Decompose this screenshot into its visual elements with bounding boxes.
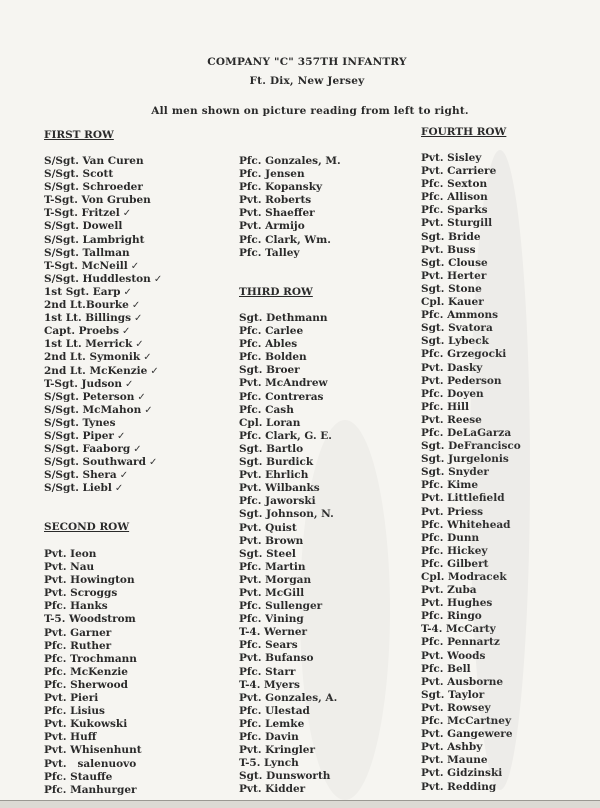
roster-entry xyxy=(44,758,142,771)
roster-name: T-4. Werner xyxy=(239,626,308,639)
roster-entry xyxy=(239,325,337,338)
checkmark-icon: ✓ xyxy=(143,352,152,364)
checkmark-icon: ✓ xyxy=(133,313,143,325)
roster-name: 1st Lt. Billings xyxy=(44,312,131,325)
roster-name: Pfc. Gilbert xyxy=(421,557,489,570)
roster-entry xyxy=(239,417,337,430)
roster-entry xyxy=(44,613,142,626)
roster-name: Pvt. Shaeffer xyxy=(239,207,315,220)
checkmark-icon: ✓ xyxy=(116,430,126,442)
roster-entry xyxy=(239,391,337,404)
roster-name: T-4. Myers xyxy=(239,678,300,691)
roster-name: S/Sgt. Shera xyxy=(44,469,117,482)
roster-entry xyxy=(44,784,142,797)
roster-name: Pfc. Dunn xyxy=(421,531,480,544)
roster-name: Pvt. Morgan xyxy=(239,573,312,586)
roster-name: Pvt. Maune xyxy=(421,754,488,767)
roster-name: Pvt. Dasky xyxy=(421,361,483,374)
roster-name: Pfc. Davin xyxy=(239,731,299,743)
roster-name: Sgt. Dunsworth xyxy=(239,770,331,783)
roster-name: Pfc. Hickey xyxy=(421,544,488,557)
roster-name: Pfc. Sears xyxy=(239,639,298,652)
roster-entry xyxy=(44,391,162,404)
roster-name: Pfc. Clark, G. E. xyxy=(239,429,332,442)
roster-name: S/Sgt. Van Curen xyxy=(44,155,144,167)
checkmark-icon: ✓ xyxy=(122,326,131,338)
roster-name: Cpl. Loran xyxy=(239,416,301,429)
roster-name: T-Sgt. Von Gruben xyxy=(44,194,151,207)
roster-name: S/Sgt. Tynes xyxy=(44,416,116,429)
roster-entry xyxy=(44,273,162,286)
roster-name: Sgt. DeFrancisco xyxy=(421,440,521,453)
roster-name: Pvt. Quist xyxy=(239,521,297,534)
roster-name: Pvt. Reese xyxy=(421,413,482,426)
roster-entry xyxy=(44,548,142,561)
roster-name: Sgt. Svatora xyxy=(421,322,493,335)
roster-name: 1st Sgt. Earp xyxy=(44,285,121,298)
roster-entry xyxy=(44,705,142,718)
roster-name: S/Sgt. Dowell xyxy=(44,220,123,233)
roster-name: Pfc. Ables xyxy=(239,338,298,351)
checkmark-icon: ✓ xyxy=(122,208,132,220)
roster-entry xyxy=(44,168,162,181)
roster-name: Pfc. Bell xyxy=(421,662,471,675)
roster-name: Pfc. Stauffe xyxy=(44,770,113,783)
roster-name: Pfc. Pennartz xyxy=(421,636,500,649)
roster-name: S/Sgt. Scott xyxy=(44,168,114,181)
roster-name: Capt. Proebs xyxy=(44,325,120,338)
roster-entry xyxy=(44,351,162,364)
roster-name: Sgt. Snyder xyxy=(421,466,489,479)
roster-entry xyxy=(44,640,142,653)
roster-name: Pvt. Hughes xyxy=(421,597,493,610)
roster-entry xyxy=(44,482,162,495)
roster-entry xyxy=(44,587,142,600)
roster-name: Pvt. Kringler xyxy=(239,744,315,757)
roster-name: Pfc. McKenzie xyxy=(44,665,128,678)
roster-entry xyxy=(44,666,142,679)
roster-name: Pfc. Allison xyxy=(421,191,488,204)
roster-entry xyxy=(44,469,162,482)
roster-entry xyxy=(239,404,337,417)
roster-name: Pfc. Ringo xyxy=(421,610,482,623)
roster-name: Sgt. Burdick xyxy=(239,456,314,469)
roster-name: S/Sgt. Peterson xyxy=(44,390,135,403)
roster-name: Pvt. Kidder xyxy=(239,783,306,796)
roster-name: T-Sgt. McNeill xyxy=(44,259,128,272)
roster-entry xyxy=(44,247,162,260)
roster-name: Pfc. DeLaGarza xyxy=(421,426,512,439)
roster-name: Sgt. Broer xyxy=(239,364,300,377)
roster-name: Pvt. Redding xyxy=(421,780,497,793)
roster-name: Pfc. Whitehead xyxy=(421,518,511,531)
roster-entry xyxy=(239,247,341,260)
checkmark-icon: ✓ xyxy=(130,260,140,272)
roster-name: Pvt. Pieri xyxy=(44,692,99,705)
roster-name: Cpl. Modracek xyxy=(421,571,507,583)
first-row-continued-list xyxy=(239,155,341,260)
checkmark-icon: ✓ xyxy=(119,470,129,482)
roster-entry xyxy=(239,351,337,364)
roster-name: Pvt. Brown xyxy=(239,534,304,547)
roster-entry xyxy=(44,679,142,692)
checkmark-icon: ✓ xyxy=(137,391,146,403)
roster-entry xyxy=(239,338,337,351)
roster-entry xyxy=(239,207,341,220)
roster-entry xyxy=(44,417,162,430)
checkmark-icon: ✓ xyxy=(144,404,153,416)
roster-entry xyxy=(239,168,341,181)
roster-name: Pvt. Armijo xyxy=(239,220,305,233)
roster-name: Sgt. Steel xyxy=(239,547,296,560)
roster-entry xyxy=(239,377,337,390)
roster-name: Sgt. Stone xyxy=(421,282,482,295)
roster-name: Pvt. Scroggs xyxy=(44,587,118,600)
roster-name: Pvt. Howington xyxy=(44,574,135,587)
scan-smudge xyxy=(300,420,390,800)
roster-name: Pfc. Lemke xyxy=(239,717,305,730)
roster-entry xyxy=(44,574,142,587)
roster-name: Pfc. Jensen xyxy=(239,168,305,181)
roster-name: S/Sgt. Lambright xyxy=(44,233,145,246)
heading-third-row: THIRD ROW xyxy=(239,286,313,298)
roster-name: Pvt. Sturgill xyxy=(421,217,493,230)
roster-name: Sgt. Johnson, N. xyxy=(239,508,334,521)
roster-name: T-Sgt. Fritzel xyxy=(44,207,120,220)
roster-name: Pfc. Carlee xyxy=(239,325,304,338)
roster-entry xyxy=(44,325,162,338)
roster-name: Pfc. Gonzales, M. xyxy=(239,155,341,167)
roster-entry xyxy=(239,220,341,233)
roster-name: Pvt. Carriere xyxy=(421,165,497,178)
roster-entry xyxy=(239,234,341,247)
roster-name: Pfc. Manhurger xyxy=(44,783,137,796)
roster-name: S/Sgt. McMahon xyxy=(44,403,142,416)
roster-name: Pfc. Kime xyxy=(421,479,479,492)
roster-name: Sgt. Dethmann xyxy=(239,312,328,324)
roster-name: Pfc. Vining xyxy=(239,613,304,626)
roster-entry xyxy=(44,561,142,574)
roster-name: 2nd Lt. McKenzie xyxy=(44,364,148,377)
scan-smudge xyxy=(470,150,530,790)
roster-name: Sgt. Taylor xyxy=(421,688,485,701)
roster-name: Pvt. Huff xyxy=(44,731,97,744)
roster-name: Pvt. Woods xyxy=(421,649,486,662)
roster-name: Sgt. Clouse xyxy=(421,256,488,269)
roster-name: Pfc. Ammons xyxy=(421,309,499,322)
roster-entry xyxy=(44,378,162,391)
roster-entry xyxy=(44,312,162,325)
roster-name: Pvt. Nau xyxy=(44,561,95,574)
second-row-list xyxy=(44,548,142,797)
roster-name: Pfc. McCartney xyxy=(421,715,512,728)
roster-name: Pvt. Gangewere xyxy=(421,728,513,741)
roster-name: Pvt. Pederson xyxy=(421,374,502,387)
roster-name: Pfc. Hill xyxy=(421,400,470,413)
roster-name: Pvt. Bufanso xyxy=(239,652,314,665)
roster-entry xyxy=(44,338,162,351)
roster-entry xyxy=(239,430,337,443)
checkmark-icon: ✓ xyxy=(131,300,141,312)
checkmark-icon: ✓ xyxy=(114,483,124,495)
roster-entry xyxy=(44,443,162,456)
roster-name: T-5. Lynch xyxy=(239,757,299,770)
roster-name: Pvt. Herter xyxy=(421,269,487,282)
roster-entry xyxy=(44,181,162,194)
roster-name: Pfc. Grzegocki xyxy=(421,348,507,361)
roster-name: Sgt. Bride xyxy=(421,230,481,243)
checkmark-icon: ✓ xyxy=(125,378,134,390)
roster-entry xyxy=(44,731,142,744)
roster-name: Pfc. Doyen xyxy=(421,387,484,400)
roster-name: Pfc. Hanks xyxy=(44,600,108,613)
roster-name: Pfc. Martin xyxy=(239,560,306,573)
roster-name: Pvt. Ieon xyxy=(44,548,97,560)
roster-name: Pfc. Sherwood xyxy=(44,678,128,691)
roster-name: Pvt. Kukowski xyxy=(44,718,128,731)
roster-name: T-Sgt. Judson xyxy=(44,377,123,390)
heading-fourth-row: FOURTH ROW xyxy=(421,126,507,138)
roster-name: Pvt. Ehrlich xyxy=(239,469,309,482)
checkmark-icon: ✓ xyxy=(133,444,142,456)
roster-name: Sgt. Jurgelonis xyxy=(421,453,509,466)
roster-name: S/Sgt. Huddleston xyxy=(44,272,151,285)
roster-name: Pvt. McAndrew xyxy=(239,377,328,390)
roster-entry xyxy=(239,364,337,377)
roster-name: Pfc. Starr xyxy=(239,665,296,678)
document-location: Ft. Dix, New Jersey xyxy=(249,75,365,87)
roster-entry xyxy=(239,181,341,194)
roster-name: Pfc. Talley xyxy=(239,246,300,259)
roster-entry xyxy=(44,692,142,705)
roster-entry xyxy=(44,456,162,469)
first-row-list xyxy=(44,155,162,495)
roster-name: Pvt. Priess xyxy=(421,505,484,518)
roster-entry xyxy=(44,404,162,417)
roster-name: Pvt. Ashby xyxy=(421,741,483,754)
roster-name: Pfc. Kopansky xyxy=(239,181,323,194)
roster-name: Pfc. Sparks xyxy=(421,204,488,217)
roster-name: S/Sgt. Schroeder xyxy=(44,181,143,194)
roster-entry xyxy=(239,155,341,168)
roster-entry xyxy=(44,260,162,273)
roster-name: Sgt. Lybeck xyxy=(421,335,489,348)
roster-entry xyxy=(44,234,162,247)
checkmark-icon: ✓ xyxy=(135,339,144,351)
roster-name: Pvt. Sisley xyxy=(421,152,482,164)
roster-name: 2nd Lt. Symonik xyxy=(44,351,141,364)
roster-entry xyxy=(44,286,162,299)
roster-name: Pvt. Buss xyxy=(421,243,476,256)
document-subtitle: All men shown on picture reading from left to right. xyxy=(151,105,469,117)
roster-name: Pvt. Garner xyxy=(44,626,112,639)
roster-entry xyxy=(44,299,162,312)
roster-name: S/Sgt. Liebl xyxy=(44,482,112,495)
roster-entry xyxy=(44,718,142,731)
document-title: COMPANY "C" 357TH INFANTRY xyxy=(207,56,407,68)
checkmark-icon: ✓ xyxy=(123,286,132,298)
roster-name: Pvt. Gidzinski xyxy=(421,767,503,780)
roster-name: T-5. Woodstrom xyxy=(44,613,136,626)
roster-name: Sgt. Bartlo xyxy=(239,442,304,455)
checkmark-icon: ✓ xyxy=(153,273,163,285)
roster-name: Pfc. Bolden xyxy=(239,351,307,364)
roster-name: Pfc. Sullenger xyxy=(239,600,323,613)
roster-name: T-4. McCarty xyxy=(421,623,496,636)
roster-entry xyxy=(44,207,162,220)
roster-name: Pfc. Lisius xyxy=(44,705,105,718)
roster-name: Pvt. Roberts xyxy=(239,194,312,207)
roster-name: Pvt. Zuba xyxy=(421,584,477,597)
roster-entry xyxy=(44,627,142,640)
roster-entry xyxy=(44,194,162,207)
roster-name: 2nd Lt.Bourke xyxy=(44,299,129,312)
roster-entry xyxy=(44,653,142,666)
roster-name: Pvt. Littlefield xyxy=(421,492,505,505)
roster-name: Pfc. Contreras xyxy=(239,390,324,403)
roster-entry xyxy=(44,220,162,233)
roster-name: S/Sgt. Faaborg xyxy=(44,443,131,456)
roster-name: S/Sgt. Southward xyxy=(44,456,146,469)
roster-name: Pvt. Rowsey xyxy=(421,701,491,714)
roster-name: S/Sgt. Tallman xyxy=(44,246,130,259)
roster-name: Pvt. Wilbanks xyxy=(239,482,320,495)
roster-entry xyxy=(44,365,162,378)
roster-name: Pvt. salenuovo xyxy=(44,757,137,770)
roster-entry xyxy=(239,783,337,796)
checkmark-icon: ✓ xyxy=(150,365,159,377)
heading-first-row: FIRST ROW xyxy=(44,129,114,141)
roster-name: Pfc. Cash xyxy=(239,403,294,416)
roster-name: Pfc. Ruther xyxy=(44,639,112,652)
checkmark-icon: ✓ xyxy=(148,457,158,469)
heading-second-row: SECOND ROW xyxy=(44,521,130,533)
roster-name: Pvt. Whisenhunt xyxy=(44,744,142,757)
roster-name: Pfc. Ulestad xyxy=(239,704,310,717)
roster-name: Pfc. Clark, Wm. xyxy=(239,233,331,246)
roster-entry xyxy=(239,194,341,207)
roster-entry xyxy=(44,771,142,784)
roster-name: Pvt. Gonzales, A. xyxy=(239,691,338,704)
roster-name: Pfc. Sexton xyxy=(421,178,488,191)
roster-entry xyxy=(44,430,162,443)
roster-entry xyxy=(44,744,142,757)
roster-name: Pfc. Trochmann xyxy=(44,652,137,665)
roster-name: Pvt. McGill xyxy=(239,586,305,599)
roster-name: Cpl. Kauer xyxy=(421,296,484,309)
roster-name: S/Sgt. Piper xyxy=(44,429,114,442)
roster-entry xyxy=(239,312,337,325)
roster-name: Pfc. Jaworski xyxy=(239,495,316,508)
roster-entry xyxy=(44,600,142,613)
roster-name: 1st Lt. Merrick xyxy=(44,338,133,351)
roster-name: Pvt. Ausborne xyxy=(421,675,504,688)
roster-entry xyxy=(44,155,162,168)
